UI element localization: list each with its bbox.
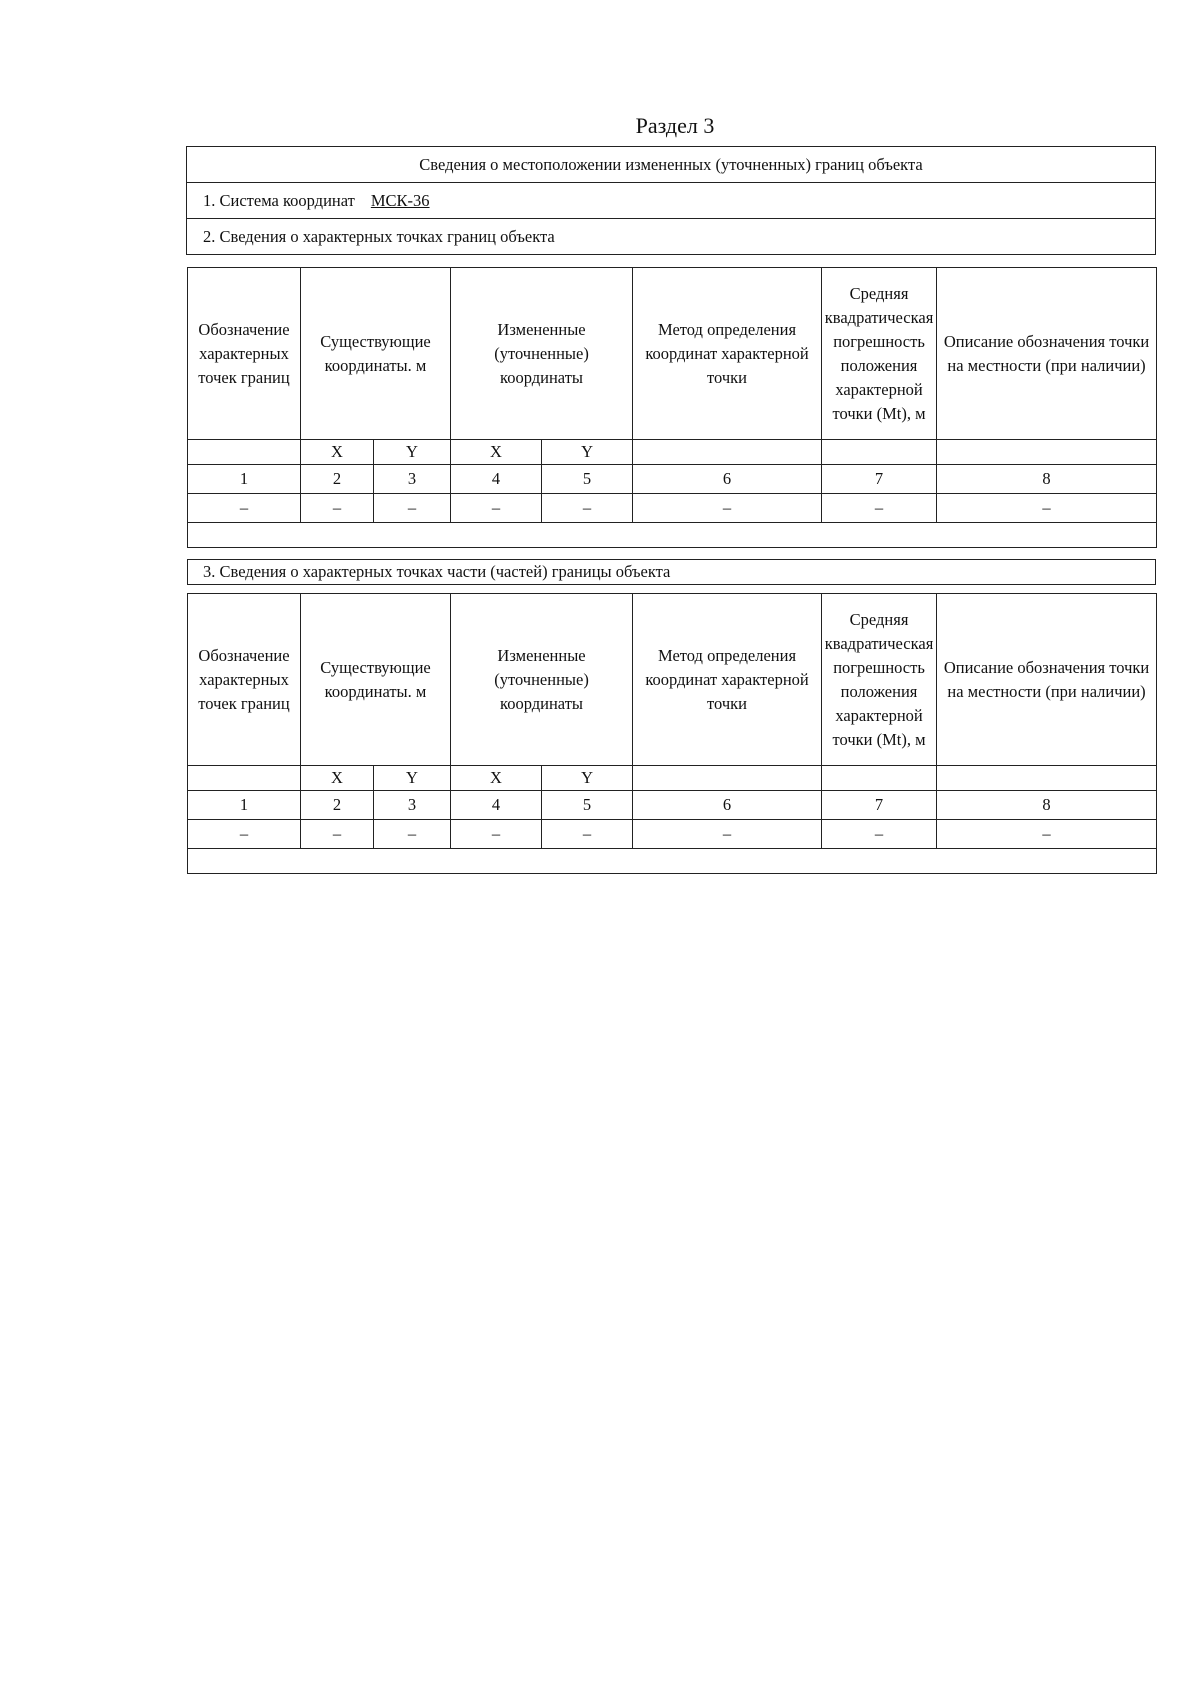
header-changed: Измененные (уточненные) координаты (451, 594, 633, 766)
header-method: Метод определения координат характерной точки (633, 268, 822, 440)
header-changed-x: X (451, 440, 542, 465)
header-existing-x: X (301, 440, 374, 465)
column-number: 5 (542, 465, 633, 494)
table-cell: – (542, 494, 633, 523)
header-method: Метод определения координат характерной точки (633, 594, 822, 766)
column-number: 5 (542, 791, 633, 820)
table-cell: – (633, 820, 822, 849)
header-designation: Обозначение характерных точек границ (188, 268, 301, 440)
table-cell: – (822, 494, 937, 523)
table-cell: – (374, 820, 451, 849)
section-header: Сведения о местоположении измененных (уточненных) границ объекта (187, 147, 1156, 183)
column-number: 1 (188, 791, 301, 820)
part-boundary-points-table (187, 593, 1157, 874)
header-error: Средняя квадратическая погрешность положения характерной точки (Mt), м (822, 268, 937, 440)
xy-blank-cell (822, 766, 937, 791)
header-existing: Существующие координаты. м (301, 594, 451, 766)
column-number: 2 (301, 791, 374, 820)
coord-system-value: МСК-36 (370, 190, 430, 210)
column-number: 6 (633, 791, 822, 820)
subsection3-title-table (187, 559, 1156, 585)
header-existing-x: X (301, 766, 374, 791)
xy-blank-cell (937, 766, 1157, 791)
xy-blank-cell (188, 440, 301, 465)
table-cell: – (451, 820, 542, 849)
table-cell: – (188, 820, 301, 849)
header-error: Средняя квадратическая погрешность положения характерной точки (Mt), м (822, 594, 937, 766)
table-cell: – (301, 494, 374, 523)
coord-system-row (187, 183, 1156, 219)
table-cell: – (451, 494, 542, 523)
column-number: 4 (451, 791, 542, 820)
page-title: Раздел 3 (635, 113, 715, 138)
boundary-points-table (187, 267, 1157, 548)
column-number: 7 (822, 465, 937, 494)
section-info-table (186, 146, 1156, 255)
table-cell: – (301, 820, 374, 849)
xy-blank-cell (188, 766, 301, 791)
table-cell: – (937, 494, 1157, 523)
column-number: 7 (822, 791, 937, 820)
table-cell: – (937, 820, 1157, 849)
xy-blank-cell (937, 440, 1157, 465)
coord-system-label: 1. Система координат (203, 190, 355, 210)
header-designation: Обозначение характерных точек границ (188, 594, 301, 766)
table-cell: – (633, 494, 822, 523)
column-number: 1 (188, 465, 301, 494)
xy-blank-cell (633, 440, 822, 465)
column-number: 6 (633, 465, 822, 494)
column-number: 2 (301, 465, 374, 494)
header-changed: Измененные (уточненные) координаты (451, 268, 633, 440)
column-number: 3 (374, 465, 451, 494)
header-description: Описание обозначения точки на местности (при наличии) (937, 594, 1157, 766)
header-existing: Существующие координаты. м (301, 268, 451, 440)
subsection2-title: 2. Сведения о характерных точках границ объекта (187, 219, 1156, 255)
xy-blank-cell (633, 766, 822, 791)
column-number: 3 (374, 791, 451, 820)
header-description: Описание обозначения точки на местности (при наличии) (937, 268, 1157, 440)
table-cell: – (188, 494, 301, 523)
header-changed-y: Y (542, 766, 633, 791)
xy-blank-cell (822, 440, 937, 465)
header-changed-y: Y (542, 440, 633, 465)
table-cell: – (822, 820, 937, 849)
table-cell: – (374, 494, 451, 523)
column-number: 8 (937, 465, 1157, 494)
header-existing-y: Y (374, 440, 451, 465)
subsection3-title: 3. Сведения о характерных точках части (частей) границы объекта (188, 560, 1156, 585)
table-cell: – (542, 820, 633, 849)
blank-row (188, 523, 1157, 548)
blank-row (188, 849, 1157, 874)
header-existing-y: Y (374, 766, 451, 791)
column-number: 8 (937, 791, 1157, 820)
column-number: 4 (451, 465, 542, 494)
header-changed-x: X (451, 766, 542, 791)
